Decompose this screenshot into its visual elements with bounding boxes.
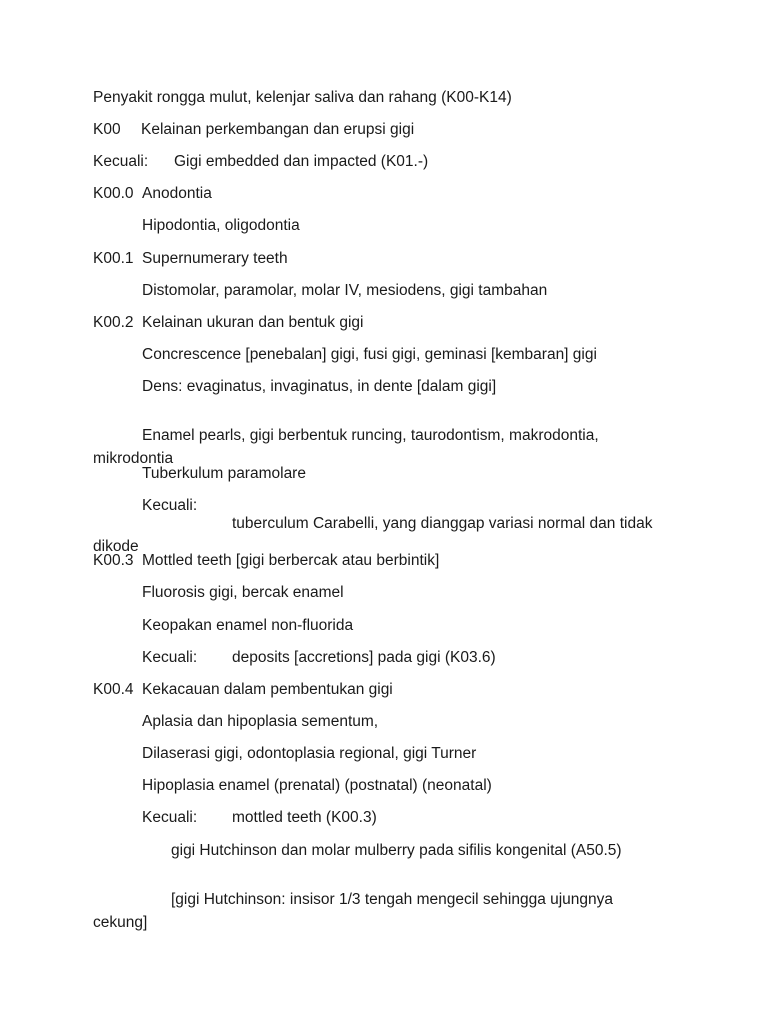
inclusion-k00-2-3-text: Enamel pearls, gigi berbentuk runcing, taurodontism, makrodontia, mikrodontia: [93, 426, 599, 467]
code-k00-2: K00.2: [93, 314, 134, 331]
inclusion-k00-2-3: [93, 424, 653, 470]
title-k00-4: Kekacauan dalam pembentukan gigi: [142, 681, 393, 698]
inclusion-k00-2-1: Concrescence [penebalan] gigi, fusi gigi, geminasi [kembaran] gigi: [142, 346, 597, 363]
block-excludes-text: Gigi embedded dan impacted (K01.-): [174, 153, 429, 170]
inclusion-k00-3-1: Fluorosis gigi, bercak enamel: [142, 584, 344, 601]
excludes-label-k00-2: Kecuali:: [142, 497, 198, 514]
title-k00-3: Mottled teeth [gigi berbercak atau berbintik]: [142, 552, 440, 569]
excludes-text-k00-2: tuberculum Carabelli, yang dianggap variasi normal dan tidak dikode: [93, 514, 653, 555]
inclusion-k00-4-2: Dilaserasi gigi, odontoplasia regional, gigi Turner: [142, 745, 477, 762]
inclusion-k00-0-1: Hipodontia, oligodontia: [142, 217, 300, 234]
inclusion-k00-4-3: Hipoplasia enamel (prenatal) (postnatal) (neonatal): [142, 777, 492, 794]
excludes-label-k00-3: Kecuali:: [142, 649, 198, 666]
excludes-item-k00-4-2: gigi Hutchinson dan molar mulberry pada sifilis kongenital (A50.5): [171, 842, 622, 859]
code-k00-0: K00.0: [93, 185, 134, 202]
inclusion-k00-4-1: Aplasia dan hipoplasia sementum,: [142, 713, 379, 730]
block-code-k00: K00: [93, 121, 121, 138]
excludes-item-k00-4-3: [93, 888, 653, 934]
inclusion-k00-3-2: Keopakan enamel non-fluorida: [142, 617, 354, 634]
excludes-item-k00-4-3-text: [gigi Hutchinson: insisor 1/3 tengah mengecil sehingga ujungnya cekung]: [93, 890, 614, 931]
chapter-title: Penyakit rongga mulut, kelenjar saliva dan rahang (K00-K14): [93, 89, 512, 106]
excludes-text-k00-3: deposits [accretions] pada gigi (K03.6): [232, 649, 496, 666]
title-k00-0: Anodontia: [142, 185, 212, 202]
inclusion-k00-2-4: Tuberkulum paramolare: [142, 465, 306, 482]
inclusion-k00-2-2: Dens: evaginatus, invaginatus, in dente [dalam gigi]: [142, 378, 497, 395]
excludes-item-k00-4-1: mottled teeth (K00.3): [232, 809, 377, 826]
excludes-label-k00-4: Kecuali:: [142, 809, 198, 826]
title-k00-1: Supernumerary teeth: [142, 250, 288, 267]
block-excludes-label: Kecuali:: [93, 153, 149, 170]
inclusion-k00-1-1: Distomolar, paramolar, molar IV, mesiodens, gigi tambahan: [142, 282, 548, 299]
code-k00-1: K00.1: [93, 250, 134, 267]
code-k00-4: K00.4: [93, 681, 134, 698]
title-k00-2: Kelainan ukuran dan bentuk gigi: [142, 314, 364, 331]
block-title-k00: Kelainan perkembangan dan erupsi gigi: [141, 121, 415, 138]
code-k00-3: K00.3: [93, 552, 134, 569]
